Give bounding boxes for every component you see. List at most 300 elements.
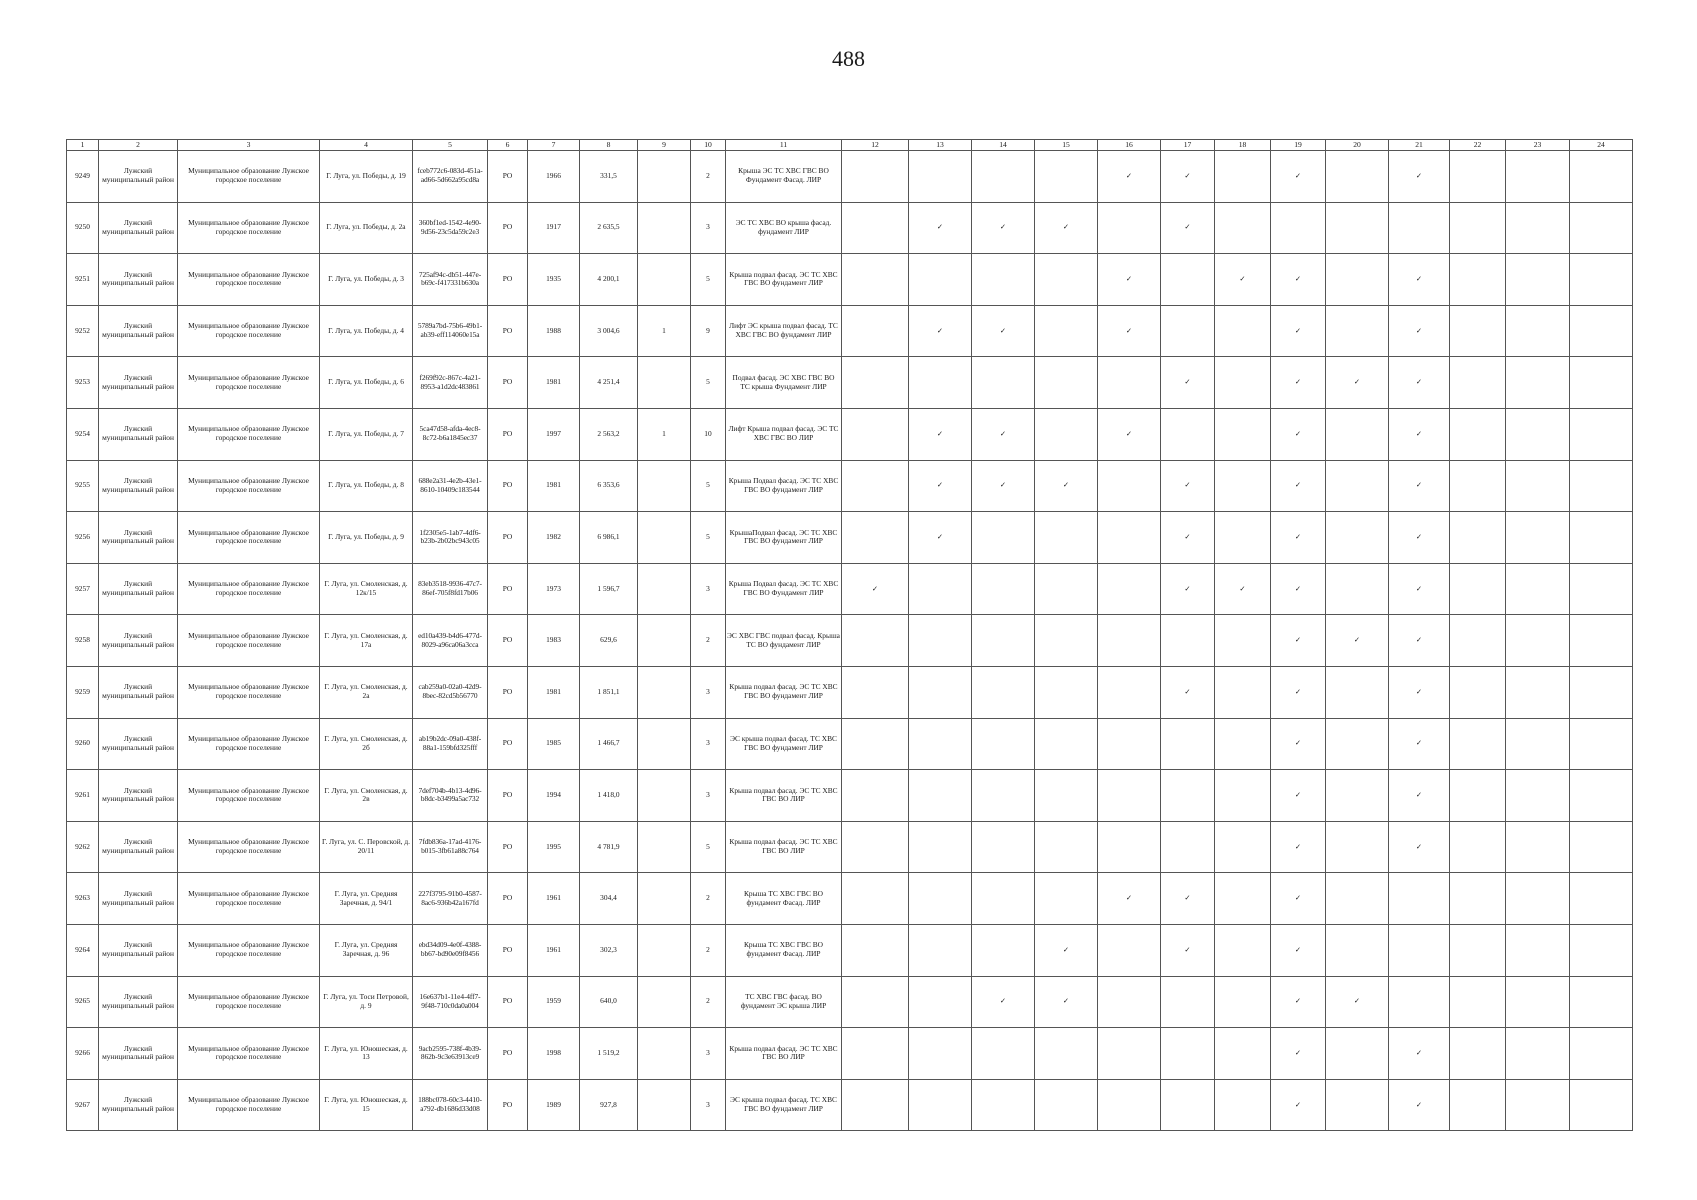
area-cell: 2 563,2 [580,408,638,460]
empty-cell [842,357,909,409]
table-row [67,615,1633,667]
address-cell: Г. Луга, ул. Победы, д. 19 [320,151,413,203]
table-row [67,924,1633,976]
check-mark-icon: ✓ [1389,305,1450,357]
empty-cell [1570,770,1633,822]
district-cell: Лужский муниципальный район [99,408,178,460]
floors-cell: 3 [691,718,726,770]
empty-cell [1215,666,1271,718]
address-cell: Г. Луга, ул. Победы, д. 8 [320,460,413,512]
fias-code-cell: 7def704b-4b13-4d96-b8dc-b3499a5ac732 [413,770,488,822]
check-mark-icon: ✓ [1161,151,1215,203]
empty-cell [1215,1079,1271,1131]
district-cell: Лужский муниципальный район [99,460,178,512]
municipality-cell: Муниципальное образование Лужское городское поселение [178,976,320,1028]
works-cell: Крыша ТС ХВС ГВС ВО фундамент Фасад. ЛИР [726,873,842,925]
empty-cell [1161,1028,1215,1080]
municipality-cell: Муниципальное образование Лужское городское поселение [178,151,320,203]
row-number: 9264 [67,924,99,976]
empty-cell [842,408,909,460]
check-mark-icon: ✓ [1035,460,1098,512]
empty-cell [1035,512,1098,564]
row-number: 9263 [67,873,99,925]
municipality-cell: Муниципальное образование Лужское городское поселение [178,1028,320,1080]
check-mark-icon: ✓ [1271,976,1326,1028]
empty-cell [1570,615,1633,667]
check-mark-icon: ✓ [1215,254,1271,306]
check-mark-icon: ✓ [1389,357,1450,409]
empty-cell [972,151,1035,203]
check-mark-icon: ✓ [972,305,1035,357]
table-row [67,821,1633,873]
table-row [67,873,1633,925]
fias-code-cell: cab259a0-02a0-42d9-8bec-82cd5b56770 [413,666,488,718]
check-mark-icon: ✓ [1389,512,1450,564]
check-mark-icon: ✓ [909,460,972,512]
check-mark-icon: ✓ [1389,1079,1450,1131]
fias-code-cell: 360bf1ed-1542-4e90-9d56-23c5da59c2e3 [413,202,488,254]
area-cell: 304,4 [580,873,638,925]
area-cell: 1 418,0 [580,770,638,822]
empty-cell [1570,512,1633,564]
year-cell: 1966 [528,151,580,203]
empty-cell [1506,718,1570,770]
address-cell: Г. Луга, ул. Смоленская, д. 17а [320,615,413,667]
year-cell: 1981 [528,357,580,409]
empty-cell [1450,1079,1506,1131]
check-mark-icon: ✓ [1389,151,1450,203]
empty-cell [1098,976,1161,1028]
empty-cell [1161,1079,1215,1131]
table-row [67,718,1633,770]
elevator-count-cell [638,873,691,925]
row-number: 9265 [67,976,99,1028]
works-cell: Крыша подвал фасад. ЭС ТС ХВС ГВС ВО ЛИР [726,1028,842,1080]
empty-cell [842,976,909,1028]
district-cell: Лужский муниципальный район [99,873,178,925]
empty-cell [972,770,1035,822]
empty-cell [1506,1028,1570,1080]
area-cell: 302,3 [580,924,638,976]
empty-cell [1450,976,1506,1028]
empty-cell [909,770,972,822]
check-mark-icon: ✓ [1271,666,1326,718]
column-number: 23 [1506,140,1570,151]
empty-cell [1450,563,1506,615]
area-cell: 4 251,4 [580,357,638,409]
check-mark-icon: ✓ [1271,770,1326,822]
empty-cell [842,615,909,667]
works-cell: Лифт ЭС крыша подвал фасад. ТС ХВС ГВС ВО фундамент ЛИР [726,305,842,357]
address-cell: Г. Луга, ул. Тоси Петровой, д. 9 [320,976,413,1028]
column-number: 21 [1389,140,1450,151]
floors-cell: 9 [691,305,726,357]
check-mark-icon: ✓ [972,976,1035,1028]
empty-cell [1450,254,1506,306]
empty-cell [1506,873,1570,925]
municipality-cell: Муниципальное образование Лужское городское поселение [178,1079,320,1131]
check-mark-icon: ✓ [1389,770,1450,822]
empty-cell [972,873,1035,925]
row-number: 9266 [67,1028,99,1080]
empty-cell [1506,924,1570,976]
empty-cell [1506,563,1570,615]
empty-cell [1215,1028,1271,1080]
empty-cell [1215,615,1271,667]
empty-cell [1098,202,1161,254]
area-cell: 1 466,7 [580,718,638,770]
empty-cell [1570,666,1633,718]
check-mark-icon: ✓ [1271,1079,1326,1131]
works-cell: Крыша Подвал фасад. ЭС ТС ХВС ГВС ВО Фундамент ЛИР [726,563,842,615]
municipality-cell: Муниципальное образование Лужское городское поселение [178,770,320,822]
fias-code-cell: 1f2305e5-1ab7-4df6-b23b-2b02bc943c05 [413,512,488,564]
table-row [67,202,1633,254]
address-cell: Г. Луга, ул. Смоленская, д. 12к/15 [320,563,413,615]
check-mark-icon: ✓ [1389,821,1450,873]
floors-cell: 3 [691,1028,726,1080]
column-number: 22 [1450,140,1506,151]
municipality-cell: Муниципальное образование Лужское городское поселение [178,718,320,770]
empty-cell [1326,460,1389,512]
works-cell: Крыша подвал фасад. ЭС ТС ХВС ГВС ВО ЛИР [726,770,842,822]
elevator-count-cell [638,666,691,718]
address-cell: Г. Луга, ул. Победы, д. 7 [320,408,413,460]
empty-cell [1035,821,1098,873]
row-number: 9259 [67,666,99,718]
works-cell: Крыша подвал фасад. ЭС ТС ХВС ГВС ВО фундамент ЛИР [726,666,842,718]
elevator-count-cell: 1 [638,305,691,357]
empty-cell [1035,1079,1098,1131]
check-mark-icon: ✓ [1389,408,1450,460]
empty-cell [1098,357,1161,409]
municipality-cell: Муниципальное образование Лужское городское поселение [178,357,320,409]
empty-cell [1215,408,1271,460]
empty-cell [1098,460,1161,512]
empty-cell [1506,1079,1570,1131]
check-mark-icon: ✓ [1161,924,1215,976]
year-cell: 1997 [528,408,580,460]
row-number: 9250 [67,202,99,254]
empty-cell [1098,1079,1161,1131]
table-row [67,976,1633,1028]
area-cell: 331,5 [580,151,638,203]
district-cell: Лужский муниципальный район [99,151,178,203]
table-row [67,512,1633,564]
elevator-count-cell [638,202,691,254]
column-number: 16 [1098,140,1161,151]
area-cell: 4 200,1 [580,254,638,306]
column-number-row [67,140,1633,151]
year-cell: 1981 [528,460,580,512]
type-cell: PO [488,821,528,873]
check-mark-icon: ✓ [1035,924,1098,976]
elevator-count-cell [638,151,691,203]
fias-code-cell: 688e2a31-4e2b-43e1-8610-10409c183544 [413,460,488,512]
empty-cell [909,924,972,976]
elevator-count-cell [638,512,691,564]
works-cell: ЭС крыша подвал фасад. ТС ХВС ГВС ВО фундамент ЛИР [726,1079,842,1131]
area-cell: 1 519,2 [580,1028,638,1080]
empty-cell [1326,1079,1389,1131]
elevator-count-cell [638,615,691,667]
empty-cell [1570,563,1633,615]
floors-cell: 2 [691,924,726,976]
empty-cell [909,1028,972,1080]
address-cell: Г. Луга, ул. Победы, д. 6 [320,357,413,409]
column-number: 9 [638,140,691,151]
fias-code-cell: fceb772c6-083d-451a-ad66-5d662a95cd8a [413,151,488,203]
check-mark-icon: ✓ [1098,254,1161,306]
type-cell: PO [488,408,528,460]
floors-cell: 5 [691,254,726,306]
address-cell: Г. Луга, ул. Юношеская, д. 15 [320,1079,413,1131]
empty-cell [1506,615,1570,667]
empty-cell [1570,202,1633,254]
elevator-count-cell [638,821,691,873]
empty-cell [909,563,972,615]
type-cell: PO [488,460,528,512]
year-cell: 1982 [528,512,580,564]
empty-cell [1450,666,1506,718]
column-number: 5 [413,140,488,151]
empty-cell [1035,1028,1098,1080]
floors-cell: 5 [691,512,726,564]
check-mark-icon: ✓ [1271,873,1326,925]
empty-cell [1570,718,1633,770]
check-mark-icon: ✓ [1389,1028,1450,1080]
district-cell: Лужский муниципальный район [99,254,178,306]
municipality-cell: Муниципальное образование Лужское городское поселение [178,305,320,357]
address-cell: Г. Луга, ул. Победы, д. 3 [320,254,413,306]
elevator-count-cell [638,924,691,976]
check-mark-icon: ✓ [1161,460,1215,512]
empty-cell [1035,615,1098,667]
address-cell: Г. Луга, ул. Победы, д. 2а [320,202,413,254]
empty-cell [1389,202,1450,254]
check-mark-icon: ✓ [1389,254,1450,306]
column-number: 6 [488,140,528,151]
district-cell: Лужский муниципальный район [99,666,178,718]
type-cell: PO [488,202,528,254]
type-cell: PO [488,615,528,667]
empty-cell [972,718,1035,770]
year-cell: 1961 [528,924,580,976]
empty-cell [1450,1028,1506,1080]
empty-cell [909,254,972,306]
type-cell: PO [488,1079,528,1131]
works-cell: Подвал фасад. ЭС ХВС ГВС ВО ТС крыша Фундамент ЛИР [726,357,842,409]
district-cell: Лужский муниципальный район [99,770,178,822]
empty-cell [842,666,909,718]
check-mark-icon: ✓ [1326,615,1389,667]
empty-cell [1098,718,1161,770]
column-number: 1 [67,140,99,151]
floors-cell: 3 [691,666,726,718]
empty-cell [909,976,972,1028]
works-cell: ЭС ТС ХВС ВО крыша фасад. фундамент ЛИР [726,202,842,254]
empty-cell [1161,976,1215,1028]
column-number: 12 [842,140,909,151]
fias-code-cell: 227f3795-91b0-4587-8ac6-936b42a167fd [413,873,488,925]
works-cell: Лифт Крыша подвал фасад. ЭС ТС ХВС ГВС ВО ЛИР [726,408,842,460]
address-cell: Г. Луга, ул. Смоленская, д. 2б [320,718,413,770]
district-cell: Лужский муниципальный район [99,512,178,564]
empty-cell [1450,821,1506,873]
empty-cell [1035,666,1098,718]
empty-cell [972,357,1035,409]
type-cell: PO [488,718,528,770]
works-cell: КрышаПодвал фасад. ЭС ТС ХВС ГВС ВО фундамент ЛИР [726,512,842,564]
elevator-count-cell [638,718,691,770]
empty-cell [1161,615,1215,667]
elevator-count-cell [638,460,691,512]
check-mark-icon: ✓ [1271,563,1326,615]
address-cell: Г. Луга, ул. Юношеская, д. 13 [320,1028,413,1080]
empty-cell [1570,151,1633,203]
check-mark-icon: ✓ [1161,202,1215,254]
empty-cell [1450,305,1506,357]
fias-code-cell: 5ca47d58-afda-4ec8-8c72-b6a1845ec37 [413,408,488,460]
empty-cell [1326,408,1389,460]
area-cell: 6 986,1 [580,512,638,564]
empty-cell [972,512,1035,564]
area-cell: 3 004,6 [580,305,638,357]
check-mark-icon: ✓ [1098,151,1161,203]
empty-cell [972,254,1035,306]
elevator-count-cell [638,563,691,615]
check-mark-icon: ✓ [1271,408,1326,460]
empty-cell [1035,305,1098,357]
empty-cell [1326,151,1389,203]
fias-code-cell: 725af94c-db51-447e-b69c-f417331b630a [413,254,488,306]
check-mark-icon: ✓ [1271,718,1326,770]
empty-cell [1570,976,1633,1028]
fias-code-cell: ab19b2dc-09a0-438f-88a1-159bfd325fff [413,718,488,770]
table-row [67,563,1633,615]
address-cell: Г. Луга, ул. Средняя Заречная, д. 94/1 [320,873,413,925]
check-mark-icon: ✓ [1271,254,1326,306]
check-mark-icon: ✓ [1326,976,1389,1028]
empty-cell [1326,202,1389,254]
empty-cell [1326,305,1389,357]
empty-cell [909,666,972,718]
column-number: 8 [580,140,638,151]
area-cell: 1 596,7 [580,563,638,615]
empty-cell [1570,873,1633,925]
year-cell: 1959 [528,976,580,1028]
empty-cell [909,873,972,925]
empty-cell [1215,821,1271,873]
empty-cell [1506,666,1570,718]
empty-cell [1506,460,1570,512]
empty-cell [1506,151,1570,203]
empty-cell [1389,924,1450,976]
year-cell: 1995 [528,821,580,873]
fias-code-cell: ed10a439-b4d6-477d-8029-a96ca06a3cca [413,615,488,667]
empty-cell [842,512,909,564]
empty-cell [972,924,1035,976]
empty-cell [1570,460,1633,512]
type-cell: PO [488,563,528,615]
address-cell: Г. Луга, ул. С. Перовской, д. 20/11 [320,821,413,873]
empty-cell [1450,357,1506,409]
empty-cell [1215,305,1271,357]
empty-cell [909,718,972,770]
check-mark-icon: ✓ [1161,357,1215,409]
empty-cell [842,873,909,925]
area-cell: 640,0 [580,976,638,1028]
empty-cell [1035,718,1098,770]
area-cell: 927,8 [580,1079,638,1131]
check-mark-icon: ✓ [1035,976,1098,1028]
check-mark-icon: ✓ [909,202,972,254]
table-row [67,305,1633,357]
empty-cell [1506,408,1570,460]
empty-cell [842,460,909,512]
empty-cell [1035,254,1098,306]
floors-cell: 5 [691,821,726,873]
check-mark-icon: ✓ [1271,512,1326,564]
works-cell: ЭС ХВС ГВС подвал фасад. Крыша ТС ВО фундамент ЛИР [726,615,842,667]
table-row [67,1079,1633,1131]
district-cell: Лужский муниципальный район [99,976,178,1028]
empty-cell [1570,1028,1633,1080]
municipality-cell: Муниципальное образование Лужское городское поселение [178,615,320,667]
check-mark-icon: ✓ [909,408,972,460]
row-number: 9267 [67,1079,99,1131]
municipality-cell: Муниципальное образование Лужское городское поселение [178,254,320,306]
empty-cell [842,718,909,770]
empty-cell [1506,770,1570,822]
empty-cell [842,305,909,357]
year-cell: 1983 [528,615,580,667]
empty-cell [1450,512,1506,564]
empty-cell [1215,718,1271,770]
floors-cell: 2 [691,976,726,1028]
empty-cell [1326,1028,1389,1080]
empty-cell [1326,563,1389,615]
column-number: 14 [972,140,1035,151]
row-number: 9262 [67,821,99,873]
address-cell: Г. Луга, ул. Смоленская, д. 2в [320,770,413,822]
empty-cell [1035,873,1098,925]
year-cell: 1998 [528,1028,580,1080]
empty-cell [1326,254,1389,306]
table-row [67,460,1633,512]
year-cell: 1961 [528,873,580,925]
empty-cell [1326,821,1389,873]
empty-cell [1389,873,1450,925]
year-cell: 1917 [528,202,580,254]
empty-cell [1326,873,1389,925]
empty-cell [1035,408,1098,460]
municipality-cell: Муниципальное образование Лужское городское поселение [178,821,320,873]
district-cell: Лужский муниципальный район [99,357,178,409]
district-cell: Лужский муниципальный район [99,1079,178,1131]
row-number: 9254 [67,408,99,460]
empty-cell [842,924,909,976]
municipality-cell: Муниципальное образование Лужское городское поселение [178,202,320,254]
elevator-count-cell [638,1079,691,1131]
district-cell: Лужский муниципальный район [99,1028,178,1080]
empty-cell [1570,254,1633,306]
area-cell: 2 635,5 [580,202,638,254]
check-mark-icon: ✓ [1271,821,1326,873]
empty-cell [972,821,1035,873]
empty-cell [1271,202,1326,254]
type-cell: PO [488,976,528,1028]
